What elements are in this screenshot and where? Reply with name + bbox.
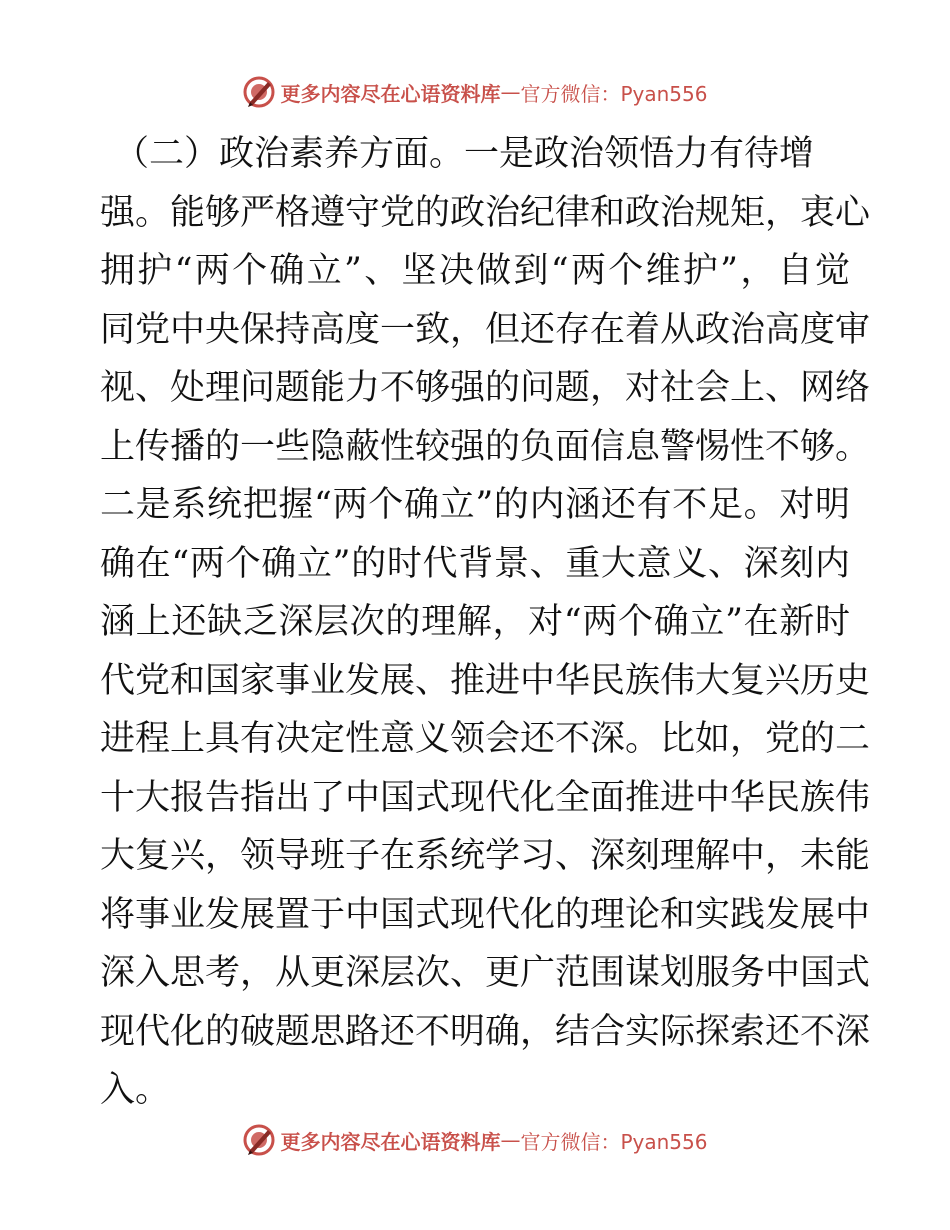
body-line-6: 上传播的一些隐蔽性较强的负面信息警惕性不够。 xyxy=(100,426,871,467)
body-line-11: 进程上具有决定性意义领会还不深。比如，党的二 xyxy=(100,719,871,759)
red-pen-circle-logo-icon xyxy=(242,75,276,109)
body-line-5: 视、处理问题能力不够强的问题，对社会上、网络 xyxy=(100,368,871,408)
body-line-10: 代党和国家事业发展、推进中华民族伟大复兴历史 xyxy=(100,660,871,701)
document-body xyxy=(100,125,871,1120)
watermark-contact-text: 官方微信：Pyan556 xyxy=(520,1129,708,1154)
red-pen-circle-logo-icon xyxy=(242,1123,276,1157)
watermark-separator: — xyxy=(500,1128,521,1152)
body-line-1: （二）政治素养方面。一是政治领悟力有待增 xyxy=(114,134,815,174)
watermark-contact-text: 官方微信：Pyan556 xyxy=(520,81,708,106)
footer-watermark-banner xyxy=(0,1120,950,1160)
body-line-14: 将事业发展置于中国式现代化的理论和实践发展中 xyxy=(100,894,871,935)
watermark-brand-text: 更多内容尽在心语资料库 xyxy=(280,1129,501,1154)
body-line-13: 大复兴，领导班子在系统学习、深刻理解中，未能 xyxy=(100,836,871,876)
body-line-17: 入。 xyxy=(100,1070,171,1110)
body-line-16: 现代化的破题思路还不明确，结合实际探索还不深 xyxy=(100,1011,871,1052)
body-line-8: 确在“两个确立”的时代背景、重大意义、深刻内 xyxy=(100,543,850,584)
body-line-3: 拥护“两个确立”、坚决做到“两个维护”，自觉 xyxy=(100,251,850,291)
body-line-15: 深入思考，从更深层次、更广范围谋划服务中国式 xyxy=(100,953,871,993)
body-line-2: 强。能够严格遵守党的政治纪律和政治规矩，衷心 xyxy=(100,192,871,233)
watermark-separator: — xyxy=(500,80,521,104)
body-line-7: 二是系统把握“两个确立”的内涵还有不足。对明 xyxy=(100,485,850,525)
body-line-4: 同党中央保持高度一致，但还存在着从政治高度审 xyxy=(100,309,871,350)
header-watermark-banner xyxy=(0,72,950,112)
body-line-12: 十大报告指出了中国式现代化全面推进中华民族伟 xyxy=(100,777,871,818)
watermark-brand-text: 更多内容尽在心语资料库 xyxy=(280,81,501,106)
body-line-9: 涵上还缺乏深层次的理解，对“两个确立”在新时 xyxy=(100,602,850,642)
